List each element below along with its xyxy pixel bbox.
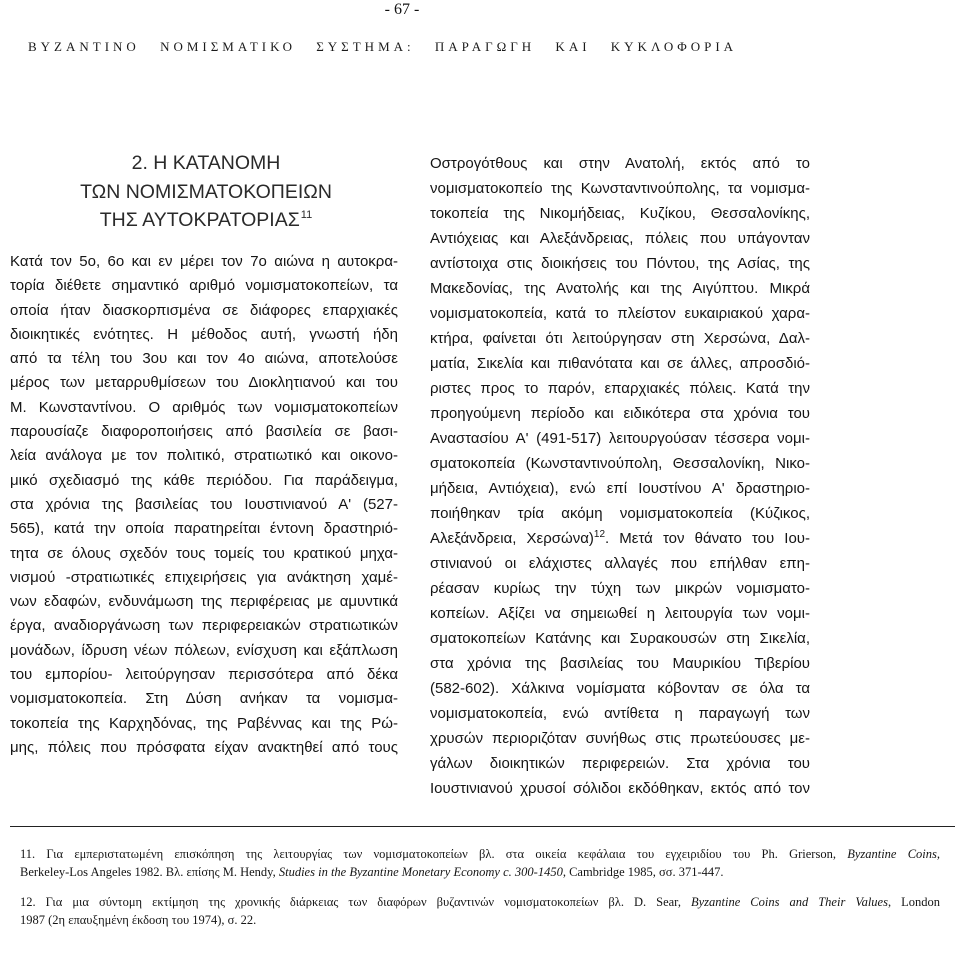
text-line: Οστρογότθους και στην Ανατολή, εκτός από το xyxy=(430,154,810,172)
text-line: Αναστασίου Α' (491-517) λειτουργούσαν τέσσερα νομι- xyxy=(430,429,810,447)
text-line: Κατά τον 5ο, 6ο και εν μέρει τον 7ο αιώνα η αυτοκρα- xyxy=(10,253,398,270)
footnote-line xyxy=(20,846,940,864)
footnote-line xyxy=(20,894,940,912)
heading-line-text: ΤΗΣ ΑΥΤΟΚΡΑΤΟΡΙΑΣ xyxy=(99,209,300,231)
text-line: νων εδαφών, ενδυνάμωση της περιφέρειας με αμυντικά xyxy=(10,593,398,611)
section-heading xyxy=(10,149,402,235)
text-line: οποία ήταν διασκορπισμένα σε διάφορες επαρχιακές xyxy=(10,301,398,319)
text-line: στα χρόνια της βασιλείας του Μαυρικίου Τιβερίου xyxy=(430,654,810,672)
text-line: αντίστοιχα στις διοικήσεις του Πόντου, της Ασίας, της xyxy=(430,254,810,272)
footnote-reference: 11 xyxy=(300,209,313,221)
text-line: τοκοπεία της Νικομήδειας, Κυζίκου, Θεσσαλονίκης, xyxy=(430,204,810,222)
footnote-text: , Cambridge 1985, σσ. 371-447. xyxy=(562,864,724,879)
text-line: λεία ανάλογα με τον πολιτικό, στρατιωτικό και οικονο- xyxy=(10,447,398,465)
right-text-column xyxy=(430,151,810,801)
footnote-line xyxy=(20,864,940,882)
heading-line: 2. Η ΚΑΤΑΝΟΜΗ xyxy=(131,152,281,174)
text-line: διοικητικές ενότητες. Η μέθοδος αυτή, γνωστή ήδη xyxy=(10,325,398,343)
text-line: ριστες προς το παρόν, επαρχιακές πόλεις. Κατά την xyxy=(430,379,810,397)
footnote-reference: 12 xyxy=(593,528,606,540)
text-line: νομισματοκοπεία, κατά το πλείστον ευκαιριακού χαρα- xyxy=(430,304,810,322)
text-segment: . Μετά τον θάνατο του Ιου- xyxy=(605,529,810,547)
text-line: προηγούμενη περίοδο και ειδικότερα στα χρόνια του xyxy=(430,404,810,422)
italic-title: Studies in the Byzantine Monetary Economy c. 300-1450 xyxy=(278,864,563,879)
text-line: μονάδων, ίδρυση νέων πόλεων, ενίσχυση και εξάπλωση xyxy=(10,641,398,659)
text-line: Αντιόχειας και Αλεξάνδρειας, πόλεις που υπάγονταν xyxy=(430,229,810,247)
text-line: στινιανού οι ελάχιστες αλλαγές που επήλθαν επη- xyxy=(430,554,810,572)
footnote-text: 1987 (2η επαυξημένη έκδοση του 1974), σ. 22. xyxy=(20,912,257,927)
footnote-text: Berkeley-Los Angeles 1982. Βλ. επίσης M. Hendy, xyxy=(20,864,279,879)
text-line: Μ. Κωνσταντίνου. Ο αριθμός των νομισματοκοπείων xyxy=(10,398,398,416)
heading-line: ΤΩΝ ΝΟΜΙΣΜΑΤΟΚΟΠΕΙΩΝ xyxy=(80,180,332,203)
text-line: νομισματοκοπείο της Κωνσταντινούπολης, τα νομισμα- xyxy=(430,179,810,197)
text-line: από τα τέλη του 3ου και τον 4ο αιώνα, αποτελούσε xyxy=(10,350,398,368)
heading-line xyxy=(10,206,402,235)
italic-title: Byzantine Coins, xyxy=(847,847,941,861)
text-line: στα χρόνια της βασιλείας του Ιουστινιανού Α' (527- xyxy=(10,495,398,513)
footnote-text: 11. Για εμπεριστατωμένη επισκόπηση της λειτουργίας των νομισματοκοπείων βλ. στα οικεία κεφάλαια του εγχειριδίου του Ph. Grierson, xyxy=(20,847,848,861)
text-line: ματία, Σικελία και πιθανότατα και σε άλλες, απροσδιό- xyxy=(430,354,810,372)
text-line: μης, πόλεις που πρόσφατα είχαν ανακτηθεί από τους xyxy=(10,738,398,756)
text-line: τοκοπεία της Καρχηδόνας, της Ραβέννας και της Ρώ- xyxy=(10,714,398,732)
footnote-text: 12. Για μια σύντομη εκτίμηση της χρονικής διάρκειας των διαφόρων βυζαντινών νομισματοκοπείων βλ. D. Sear, xyxy=(20,895,691,909)
text-line: νομισματοκοπεία. Στη Δύση ανήκαν τα νομισμα- xyxy=(10,690,398,708)
running-title: ΒΥΖΑΝΤΙΝΟ ΝΟΜΙΣΜΑΤΙΚΟ ΣΥΣΤΗΜΑ: ΠΑΡΑΓΩΓΗ ΚΑΙ ΚΥΚΛΟΦΟΡΙΑ xyxy=(28,39,738,54)
text-line: Ιουστινιανού χρυσοί σόλιδοι εκδόθηκαν, εκτός από τον xyxy=(430,779,810,797)
text-line: έργα, αναδιοργάνωση των περιφερειακών στρατιωτικών xyxy=(10,617,398,635)
text-line: νισμού -στρατιωτικές επιχειρήσεις για ανάκτηση χαμέ- xyxy=(10,568,398,586)
text-line: νομισματοκοπεία, ενώ αντίθετα η παραγωγή των xyxy=(430,704,810,722)
text-line: σματοκοπεία (Κωνσταντινούπολη, Θεσσαλονίκη, Νικο- xyxy=(430,454,810,472)
footnote-11 xyxy=(20,846,940,881)
text-line: γάλων διοικητικών περιφερειών. Στα χρόνια του xyxy=(430,754,810,772)
text-line: τητα σε όλους σχεδόν τους τομείς του κρατικού μηχα- xyxy=(10,544,398,562)
text-line: κτήρα, φαίνεται ότι λειτούργησαν στη Χερσώνα, Δαλ- xyxy=(430,329,810,347)
text-line: 565), κατά την οποία παρατηρείται έντονη δραστηριό- xyxy=(10,520,398,538)
text-line: παρουσίαζε διαφοροποιήσεις από βασιλεία σε βασι- xyxy=(10,423,398,441)
text-line: (582-602). Χάλκινα νομίσματα κόβονταν σε όλα τα xyxy=(430,679,810,697)
text-line: μήδεια, Αντιόχεια), ενώ επί Ιουστίνου Α' δραστηριο- xyxy=(430,479,810,497)
text-line: ρέασαν κυρίως την τύχη των μικρών νομισματο- xyxy=(430,579,810,597)
text-line: κοπείων. Αξίζει να σημειωθεί η λειτουργία των νομι- xyxy=(430,604,810,622)
text-line: τορία διέθετε σημαντικό αριθμό νομισματοκοπείων, τα xyxy=(10,277,398,295)
text-line: ποιήθηκαν τρία ακόμη νομισματοκοπεία (Κύζικος, xyxy=(430,504,810,522)
text-line: χρυσών περιοριζόταν συνήθως στις πρωτεύουσες με- xyxy=(430,729,810,747)
italic-title: Byzantine Coins and Their Values xyxy=(690,895,888,909)
footnote-line xyxy=(20,912,940,930)
page-number: - 67 - xyxy=(384,1,420,18)
text-line xyxy=(430,526,810,551)
footnote-12 xyxy=(20,894,940,929)
text-line: μικό σχεδιασμό της κάθε περιόδου. Για παράδειγμα, xyxy=(10,471,398,489)
left-text-column xyxy=(10,250,398,760)
footnote-text: , London xyxy=(887,895,940,909)
text-line: μέρος των μεταρρυθμίσεων του Διοκλητιανού και του xyxy=(10,374,398,392)
text-line: Μακεδονίας, της Ανατολής και της Αιγύπτου. Μικρά xyxy=(430,279,810,297)
text-line: σματοκοπείων Κατάνης και Συρακουσών στη Σικελία, xyxy=(430,629,810,647)
footnote-separator xyxy=(10,826,955,827)
text-line: του εμπορίου- λειτούργησαν περισσότερα από δέκα xyxy=(10,666,398,684)
text-segment: Αλεξάνδρεια, Χερσώνα) xyxy=(430,529,594,547)
